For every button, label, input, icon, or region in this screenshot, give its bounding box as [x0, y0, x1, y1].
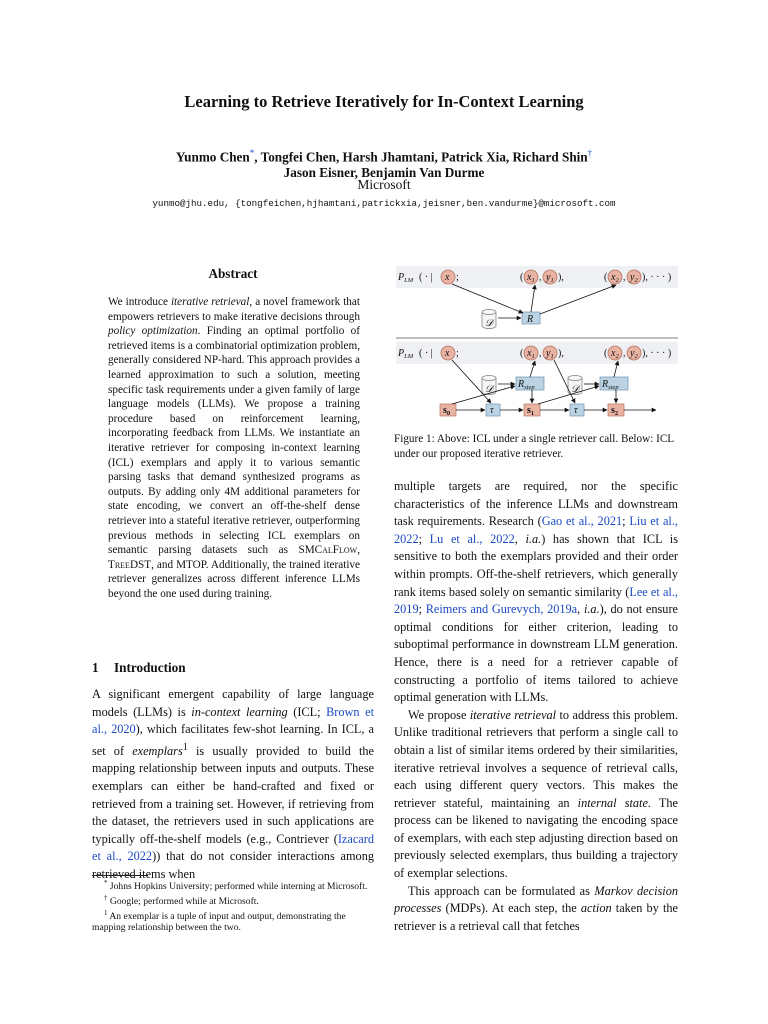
plm-label-2: $P_{LM}$ [398, 348, 414, 360]
intro-text: is usually provided to build the mapping relationship between inputs and outputs. These exemplars can either be hand-crafted and fixed or retrieved from a training set. However, if retrieving from the dataset, the retrievers used in such applications are typically off-the-shelf models (e.g., Contriever ( [92, 743, 374, 846]
query-x-label-2: x [445, 348, 450, 359]
pair2-open: ( [604, 272, 608, 283]
citation-link[interactable]: Lee et al., 2019 [394, 584, 678, 617]
body-emphasis: iterative retrieval [469, 707, 557, 722]
body-text: taken by the retriever is a retrieval call that fetches [394, 901, 678, 933]
introduction-body [92, 686, 374, 884]
citation-link[interactable]: Izacard et al., 2022 [92, 831, 374, 864]
top-database-label: 𝒟 [485, 318, 493, 329]
citation-link[interactable]: Liu et al., 2022 [394, 514, 679, 546]
author-line2: Jason Eisner, Benjamin Van Durme [283, 165, 485, 181]
abstract-body [108, 295, 360, 601]
abstract-text: , a novel framework that empowers retrievers to make iterative decisions through [108, 296, 360, 323]
pair2-comma: , [623, 272, 626, 283]
x1-label: $x_1$ [527, 272, 535, 284]
body-text: to address this problem. Unlike traditional retrievers that perform a single call to obtain a list of similar items ordered by their similarities, iterative retrieval involves a sequence of retrieval calls, each using different query vectors. This makes the retriever stateful, maintaining an [394, 707, 679, 810]
section-title: Introduction [114, 660, 186, 675]
dagger-mark: † [587, 148, 593, 158]
abstract-heading: Abstract [208, 266, 258, 281]
pair1-close: ), [558, 272, 564, 283]
author-rest: , Tongfei Chen, Harsh Jhamtani, Patrick Xia, Richard Shin [254, 149, 588, 165]
citation-link[interactable]: Brown et al., 2020 [92, 704, 374, 737]
author-emails: yunmo@jhu.edu, {tongfeichen,hjhamtani,patrickxia,jeisner,ben.vandurme}@microsoft.com [152, 198, 616, 209]
state-s1-label: $s_1$ [527, 405, 535, 417]
step2-retriever-label: $R_{step}$ [602, 379, 619, 391]
abstract-emphasis: policy optimization [108, 325, 198, 338]
paper-title: Learning to Retrieve Iteratively for In-Context Learning [184, 92, 584, 111]
body-text: ; [418, 531, 430, 546]
footnotes [92, 878, 374, 934]
footnote-rule [92, 875, 148, 876]
query-x-label: x [445, 272, 450, 283]
body-text: , [514, 531, 526, 546]
abstract-text: . Finding an optimal portfolio of retrieved items is a combinatorial optimization problem, generally considered NP-hard. This approach provides a learned approximation to such a solution, meeting specific task requirements under a given family of large language models (LLMs). We propose a training procedure based on reinforcement learning, incorporating feedback from LLMs. We instantiate an iterative retriever for composing in-context learning (ICL) exemplars and apply it to various semantic parsing tasks that demand synthesized programs as outputs. By adding only 4M additional parameters for state encoding, we convert an off-the-shelf dense retriever into a stateful iterative retriever, outperforming previous methods in selecting ICL exemplars on semantic parsing datasets such as [108, 325, 360, 557]
body-emphasis: Markov decision processes [394, 883, 679, 916]
body-text: ; [622, 514, 630, 529]
y2-label: $y_2$ [630, 272, 638, 284]
body-text: (MDPs). At each step, the [441, 901, 581, 916]
pair1-comma: , [539, 272, 542, 283]
body-text: ) has shown that ICL is sensitive to both the exemplars provided and their order within prompts. Off-the-shelf retrievers, which generally rank items based solely on semantic similarity ( [394, 531, 678, 599]
arrow-R-to-pair2 [540, 285, 616, 314]
body-text: . The process can be likened to navigating the encoding space of exemplars, with each step adjusting direction based on previously selected exemplars, thus building a trajectory of exemplar selections. [394, 795, 678, 881]
pair1-comma-2: , [539, 348, 542, 359]
intro-text: )) that do not consider interactions among retrieved items when [92, 849, 375, 882]
arrow-query-to-R [452, 284, 523, 313]
footnote-mark: 1 [104, 908, 108, 917]
y2-label-2: $y_2$ [630, 348, 638, 360]
citation-link[interactable]: Lu et al., 2022 [429, 531, 515, 546]
tau-label-2: τ [574, 405, 578, 416]
author-first: Yunmo Chen [175, 149, 250, 165]
y1-label: $y_1$ [546, 272, 554, 284]
x1-label-2: $x_1$ [527, 348, 535, 360]
state-s2-label: $s_2$ [611, 405, 619, 417]
body-text: ), do not ensure optimal conditions for either criterion, leading to suboptimal performance in downstream LLM generation. Hence, there is a need for a retriever capable of constructing a portfolio of items tailored to achieve optimal generation with LLMs. [394, 602, 679, 705]
pair2-close: ), · · · ) [642, 272, 672, 283]
tau-label-1: τ [490, 405, 494, 416]
step1-database-label: 𝒟 [485, 384, 493, 395]
citation-link[interactable]: Reimers and Gurevych, 2019a [425, 602, 578, 617]
body-emphasis: i.a. [525, 531, 542, 546]
state-s0-label: $s_0$ [443, 405, 451, 417]
footnote-mark: † [104, 893, 108, 902]
footnote-text: Google; performed while at Microsoft. [107, 895, 259, 907]
footnote-marker[interactable]: 1 [182, 741, 188, 753]
body-text: This approach can be formulated as [408, 883, 595, 898]
step2-database-label: 𝒟 [571, 384, 579, 395]
pair1-open: ( [520, 272, 524, 283]
intro-emphasis: exemplars [132, 743, 183, 758]
pair1-close-2: ), [558, 348, 564, 359]
pair1-open-2: ( [520, 348, 524, 359]
plm-paren: ( · | [419, 272, 433, 283]
semicolon: ; [456, 272, 459, 283]
pair2-open-2: ( [604, 348, 608, 359]
pair2-close-2: ), · · · ) [642, 348, 672, 359]
x2-label-2: $x_2$ [611, 348, 619, 360]
abstract-text: , and MTOP. Additionally, the trained iterative retriever generalizes across different inference LLMs beyond the one used during training. [108, 558, 360, 600]
intro-text: (ICL; [287, 704, 327, 719]
author-list [0, 145, 768, 181]
y1-label-2: $y_1$ [546, 348, 554, 360]
footnote-text: An exemplar is a tuple of input and output, demonstrating the mapping relationship between the two. [92, 910, 346, 934]
body-emphasis: i.a. [583, 602, 600, 617]
intro-text: A significant emergent capability of large language models (LLMs) is [92, 687, 374, 719]
citation-link[interactable]: Gao et al., 2021 [541, 514, 623, 529]
figure-1-caption: Figure 1: Above: ICL under a single retriever call. Below: ICL under our proposed iterative retriever. [394, 433, 674, 460]
intro-emphasis: in-context learning [191, 704, 288, 719]
section-number: 1 [92, 660, 99, 675]
intro-text: ), which facilitates few-shot learning. In ICL, a set of [92, 722, 374, 758]
body-emphasis: action [580, 901, 612, 916]
dataset-name: TreeDST [108, 558, 152, 571]
x2-label: $x_2$ [611, 272, 619, 284]
figure-1-diagram [392, 262, 682, 432]
arrow-R-to-pair1 [531, 285, 535, 312]
footnote-mark: * [104, 879, 108, 887]
body-emphasis: internal state [577, 795, 648, 810]
plm-paren-2: ( · | [419, 348, 433, 359]
abstract-text: We introduce [108, 296, 171, 308]
affiliation: Microsoft [357, 177, 411, 192]
top-retriever-label: R [527, 314, 534, 325]
body-text: multiple targets are required, nor the specific characteristics of the inference LLMs and downstream task requirements. Research ( [394, 479, 678, 529]
dataset-name: SMCalFlow [298, 544, 358, 557]
body-text: We propose [408, 707, 470, 722]
abstract-emphasis: iterative retrieval [170, 296, 250, 308]
step1-retriever-label: $R_{step}$ [518, 379, 535, 391]
star-mark: * [249, 148, 255, 158]
section-heading-introduction [92, 660, 186, 676]
footnote-text: Johns Hopkins University; performed while interning at Microsoft. [107, 881, 368, 893]
semicolon-2: ; [456, 348, 459, 359]
right-column-body [394, 478, 678, 935]
abstract-text: , [357, 544, 360, 557]
plm-label: $P_{LM}$ [398, 272, 414, 284]
body-text: , [577, 602, 584, 617]
pair2-comma-2: , [623, 348, 626, 359]
body-text: ; [418, 602, 426, 617]
